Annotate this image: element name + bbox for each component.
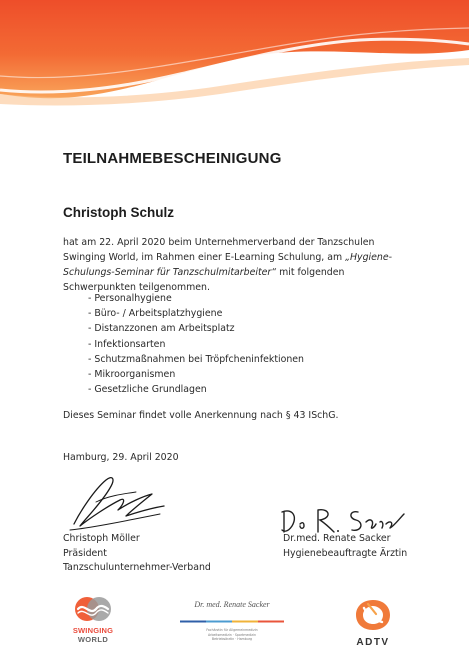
list-item: - Personalhygiene [88, 293, 172, 304]
header-wave-banner [0, 0, 469, 110]
signer-left-organization: Tanzschulunternehmer-Verband [63, 562, 211, 573]
list-item: - Infektionsarten [88, 338, 166, 350]
list-item: - Gesetzliche Grundlagen [88, 384, 207, 396]
swinging-world-logo [62, 596, 124, 644]
intro-text-part1: hat am 22. April 2020 beim Unternehmerverband der Tanzschulen Swinging World, im Rahmen einer E-Learning Schulung, am [63, 237, 375, 263]
certificate-intro-paragraph [63, 235, 403, 295]
stamp-line1: Fachärztin für Allgemeinmedizin [206, 628, 258, 632]
swinging-world-logo-line2: WORLD [77, 635, 109, 644]
list-item: - Schutzmaßnahmen bei Tröpfcheninfektionen [88, 353, 304, 365]
list-item: - Büro- / Arbeitsplatzhygiene [88, 308, 223, 320]
signer-left [63, 532, 211, 576]
stamp-name: Dr. med. Renate Sacker [194, 600, 270, 609]
participant-name: Christoph Schulz [63, 205, 174, 220]
signer-left-name: Christoph Möller [63, 533, 140, 544]
place-date: Hamburg, 29. April 2020 [63, 452, 179, 463]
adtv-logo [352, 598, 394, 648]
list-item: - Distanzzonen am Arbeitsplatz [88, 323, 235, 335]
topic-list [88, 291, 304, 397]
adtv-logo-icon [354, 598, 392, 632]
swinging-world-logo-icon [70, 596, 116, 622]
signature-left-handwritten [60, 472, 170, 534]
certificate-title: TEILNAHMEBESCHEINIGUNG [63, 150, 282, 167]
recognition-note: Dieses Seminar findet volle Anerkennung nach § 43 ISchG. [63, 410, 339, 421]
stamp-line3: Betriebsärztin · Hamburg [211, 637, 253, 642]
stamp-color-bar [180, 619, 284, 624]
adtv-logo-text: ADTV [356, 637, 390, 648]
swinging-world-logo-line1: SWINGING [72, 626, 114, 635]
intro-text-part2: mit folgenden Schwerpunkten teilgenommen. [63, 267, 345, 293]
signer-right [283, 532, 407, 561]
seminar-title: „Hygiene-Schulungs-Seminar für Tanzschulmitarbeiter“ [63, 252, 392, 278]
signer-right-name: Dr.med. Renate Sacker [283, 533, 391, 544]
signer-left-role: Präsident [63, 547, 107, 559]
stamp-line2: Arbeitsmedizin · Sportmedizin [208, 632, 256, 637]
signer-right-role: Hygienebeauftragte Ärztin [283, 547, 408, 559]
signature-right-handwritten [278, 502, 408, 536]
doctor-stamp [176, 600, 288, 642]
list-item: - Mikroorganismen [88, 369, 176, 381]
